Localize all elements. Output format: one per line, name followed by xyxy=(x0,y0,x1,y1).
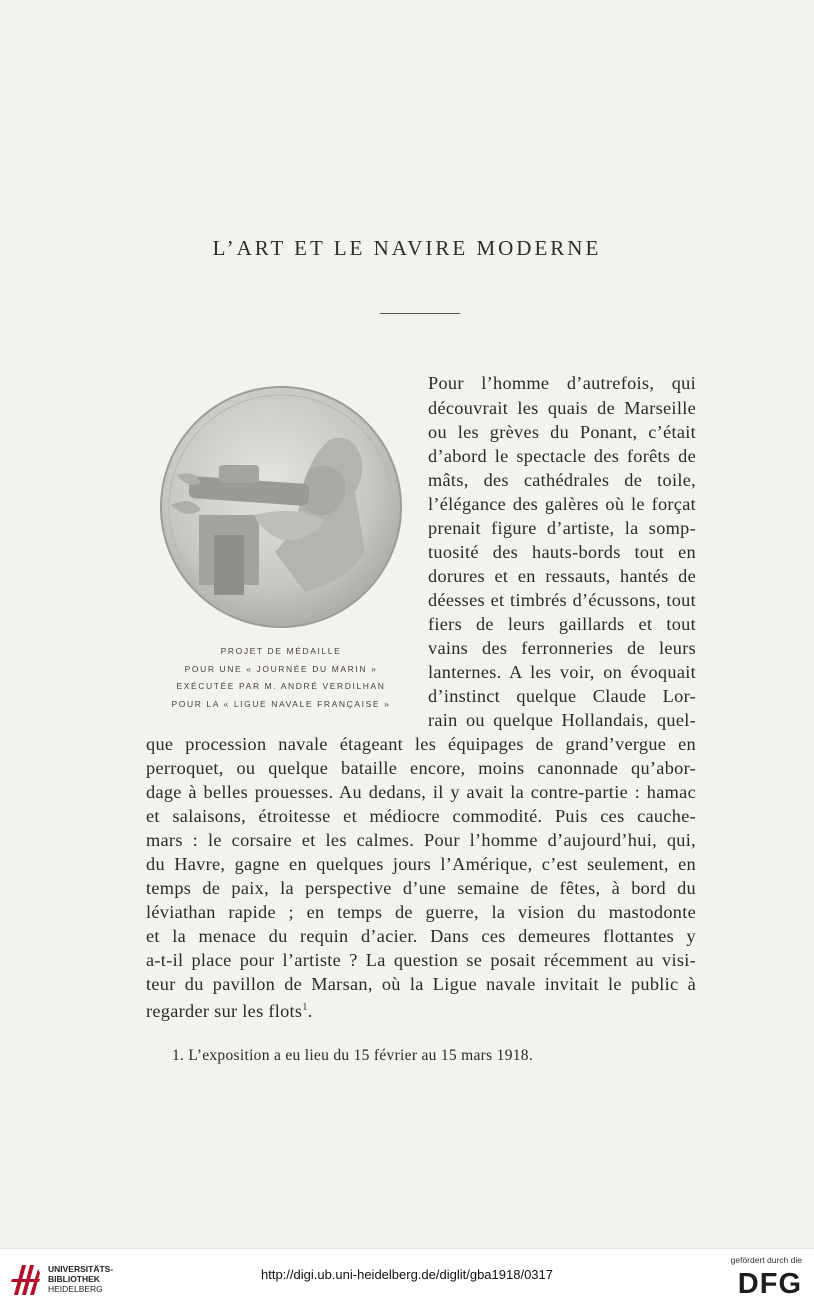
article-title: L’ART ET LE NAVIRE MODERNE xyxy=(212,236,602,260)
body-line: fiers de leurs gaillards et tout xyxy=(428,614,696,634)
body-line: perroquet, ou quelque bataille encore, moins canonnade qu’abor- xyxy=(146,758,696,778)
library-line: BIBLIOTHEK xyxy=(48,1274,100,1284)
caption-line: PROJET DE MÉDAILLE xyxy=(220,646,342,656)
body-line: l’élégance des galères où le forçat xyxy=(428,494,696,514)
body-line: déesses et timbrés d’écussons, tout xyxy=(428,590,696,610)
body-line: découvrait les quais de Marseille xyxy=(428,398,696,418)
body-line: vains des ferronneries de leurs xyxy=(428,638,696,658)
caption-line: POUR UNE « JOURNÉE DU MARIN » xyxy=(184,663,378,674)
body-line: léviathan rapide ; en temps de guerre, la vision du mastodonte xyxy=(146,902,696,922)
library-line: UNIVERSITÄTS- xyxy=(48,1264,114,1274)
body-line: dage à belles prouesses. Au dedans, il y avait la contre-partie : hamac xyxy=(146,782,696,802)
body-line: du Havre, gagne en quelques jours l’Amérique, c’est seulement, en xyxy=(146,854,696,874)
body-line-text: regarder sur les flots xyxy=(146,1001,303,1022)
body-line: tuosité des hauts-bords tout en xyxy=(428,542,696,562)
body-line: rain ou quelque Hollandais, quel- xyxy=(428,710,696,730)
body-line: d’instinct quelque Claude Lor- xyxy=(428,686,696,706)
body-line: Pour l’homme d’autrefois, qui xyxy=(428,373,696,393)
body-line: prenait figure d’artiste, la somp- xyxy=(428,518,696,538)
body-line: teur du pavillon de Marsan, où la Ligue navale invitait le public à xyxy=(146,974,696,994)
body-line: a-t-il place pour l’artiste ? La question se posait récemment au visi- xyxy=(146,950,696,970)
footer-bar xyxy=(0,1248,814,1307)
sponsor-label: gefördert durch die xyxy=(730,1255,802,1265)
caption-line: POUR LA « LIGUE NAVALE FRANÇAISE » xyxy=(171,698,391,709)
body-line: lanternes. A les voir, on évoquait xyxy=(428,662,696,682)
footnote-marker: 1 xyxy=(302,1002,308,1013)
dfg-logo[interactable]: DFG xyxy=(737,1268,802,1300)
body-line: mars : le corsaire et les calmes. Pour l’homme d’aujourd’hui, qui, xyxy=(146,830,696,850)
caption-line: EXÉCUTÉE PAR M. ANDRÉ VERDILHAN xyxy=(176,681,386,691)
permalink-url[interactable]: http://digi.ub.uni-heidelberg.de/diglit/gba1918/0317 xyxy=(260,1267,553,1282)
body-line: dorures et en ressauts, hantés de xyxy=(428,566,696,586)
body-line: d’abord le spectacle des forêts de xyxy=(428,446,696,466)
library-line: HEIDELBERG xyxy=(48,1284,103,1294)
footnote: 1. L’exposition a eu lieu du 15 février au 15 mars 1918. xyxy=(172,1047,534,1064)
body-line: et la menace du requin d’acier. Dans ces demeures flottantes y xyxy=(146,926,696,946)
title-divider xyxy=(380,313,460,314)
body-line-last: regarder sur les flots$^1$. xyxy=(146,1001,313,1022)
medal-illustration xyxy=(159,385,403,629)
body-line: mâts, des cathédrales de toile, xyxy=(428,470,696,490)
body-line: que procession navale étageant les équipages de grand’vergue en xyxy=(146,734,696,754)
body-line: et salaisons, étroitesse et médiocre commodité. Puis ces cauche- xyxy=(146,806,696,826)
body-line: temps de paix, la perspective d’une semaine de fêtes, à bord du xyxy=(146,878,696,898)
body-line: ou les grèves du Ponant, c’était xyxy=(428,422,696,442)
illustration-caption xyxy=(146,643,416,713)
